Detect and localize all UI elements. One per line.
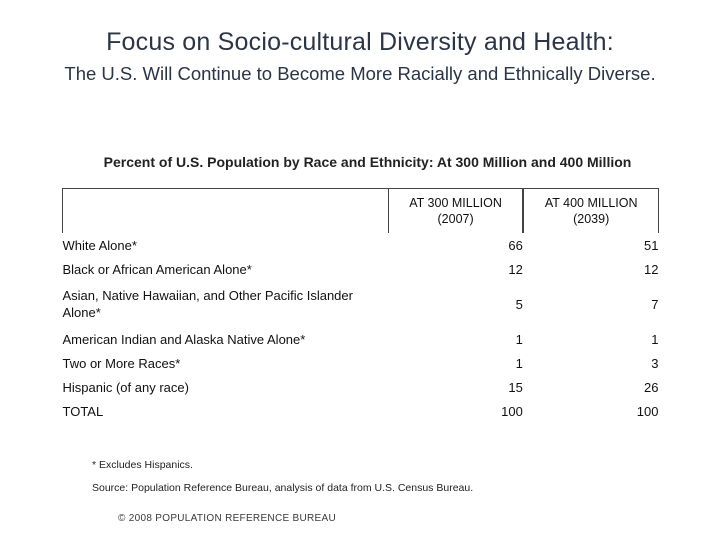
source-note: Source: Population Reference Bureau, analysis of data from U.S. Census Bureau. [92, 482, 474, 494]
row-label: Black or African American Alone* [62, 261, 252, 277]
column-header-400-million [524, 189, 659, 234]
table-row [63, 375, 659, 399]
population-table [62, 188, 659, 423]
row-label: TOTAL [62, 403, 104, 419]
column-header-400-line2: (2039) [573, 212, 610, 226]
row-label: Asian, Native Hawaiian, and Other Pacific Islander Alone* [62, 288, 353, 320]
footnote: * Excludes Hispanics. [92, 459, 193, 471]
table-header-row [63, 189, 659, 234]
column-header-300-million [388, 189, 523, 234]
table-row [63, 351, 659, 375]
value-400-million: 1 [651, 331, 659, 347]
page-title: Focus on Socio-cultural Diversity and Health: [106, 28, 614, 56]
value-300-million: 5 [515, 296, 523, 312]
row-label: Two or More Races* [62, 355, 181, 371]
value-300-million: 1 [515, 355, 523, 371]
value-400-million: 51 [644, 237, 659, 253]
value-400-million: 26 [644, 379, 659, 395]
row-label: Hispanic (of any race) [62, 379, 189, 395]
copyright-notice: © 2008 POPULATION REFERENCE BUREAU [118, 513, 336, 524]
value-300-million: 1 [515, 331, 523, 347]
value-400-million: 12 [644, 261, 659, 277]
table-row [63, 281, 659, 327]
row-label: White Alone* [62, 237, 137, 253]
header-blank-cell [63, 189, 389, 234]
value-300-million: 15 [508, 379, 523, 395]
column-header-300-line2: (2007) [437, 212, 474, 226]
value-400-million: 7 [651, 296, 659, 312]
table-row-total [63, 399, 659, 423]
value-400-million: 3 [651, 355, 659, 371]
page-subtitle: The U.S. Will Continue to Become More Racially and Ethnically Diverse. [64, 63, 656, 84]
value-400-million: 100 [636, 403, 659, 419]
table-caption: Percent of U.S. Population by Race and Ethnicity: At 300 Million and 400 Million [103, 154, 632, 170]
table-row [63, 257, 659, 281]
table-row [63, 327, 659, 351]
column-header-300-line1: AT 300 MILLION [409, 196, 502, 210]
value-300-million: 100 [501, 403, 523, 419]
value-300-million: 66 [508, 237, 523, 253]
table-row [63, 233, 659, 257]
value-300-million: 12 [508, 261, 523, 277]
row-label: American Indian and Alaska Native Alone* [62, 331, 306, 347]
column-header-400-line1: AT 400 MILLION [544, 196, 638, 210]
